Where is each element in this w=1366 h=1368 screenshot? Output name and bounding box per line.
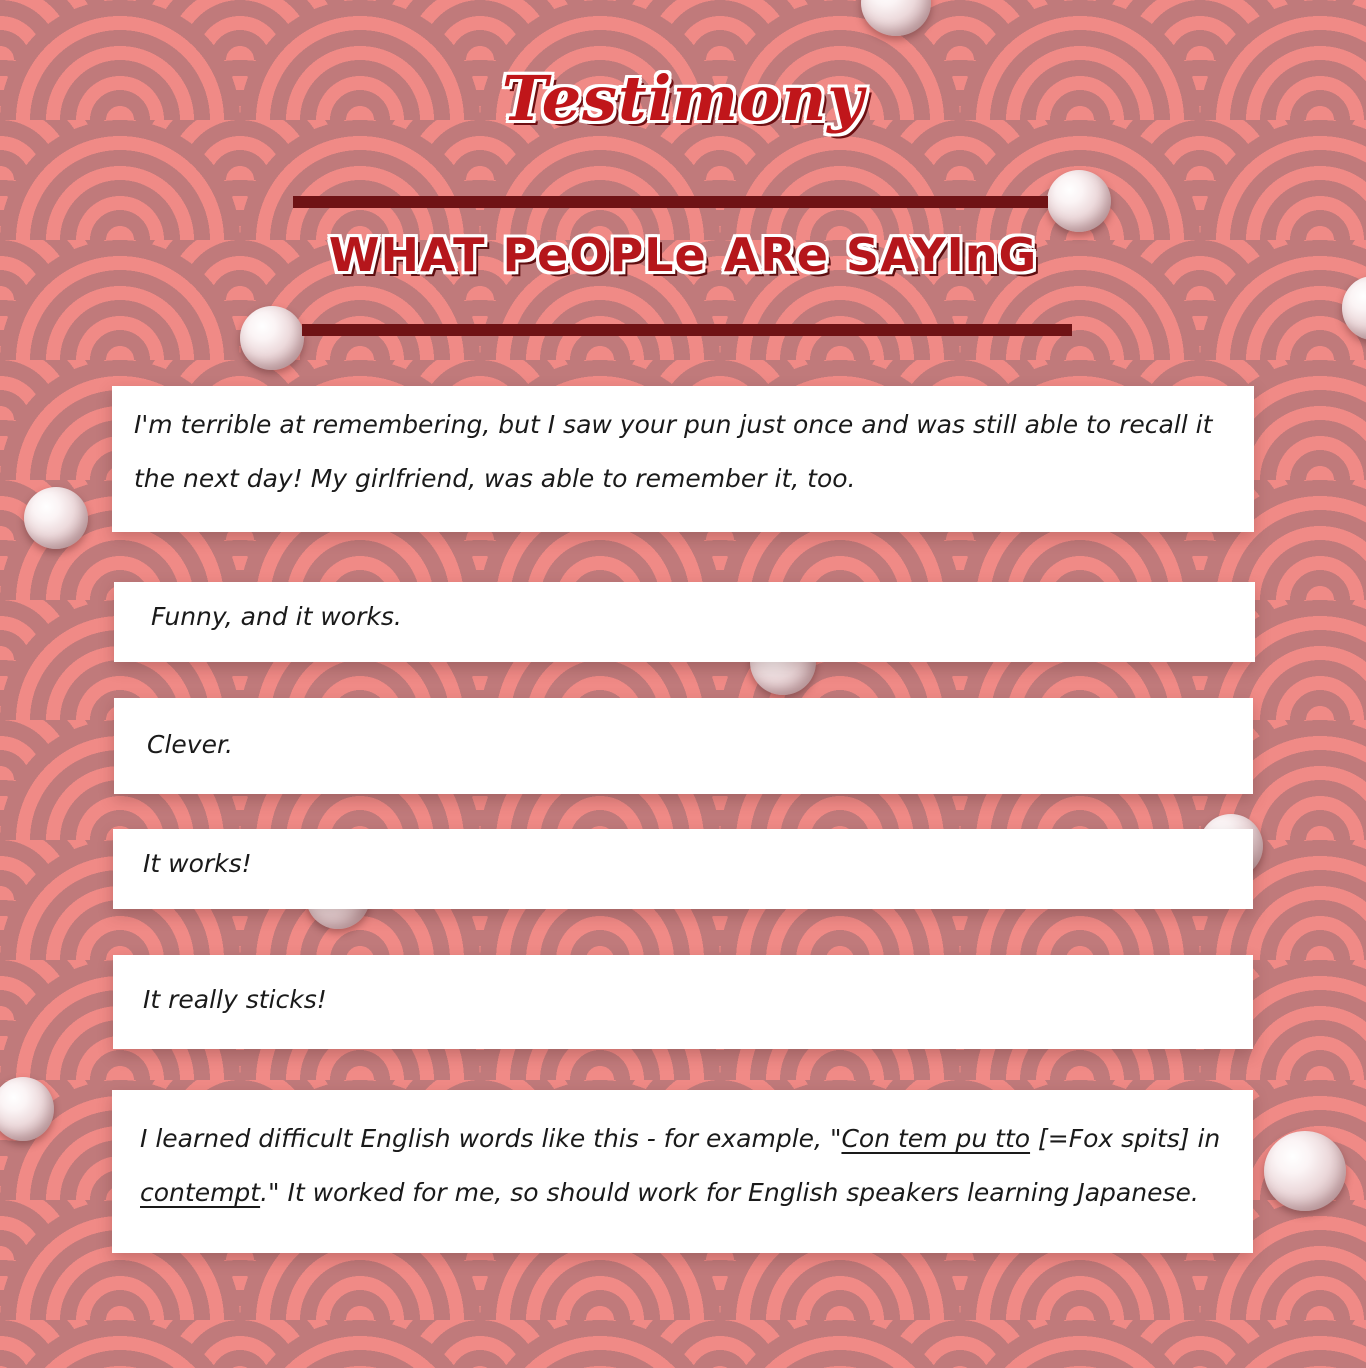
pearl-icon — [1264, 1131, 1346, 1211]
testimonial-text-line: I'm terrible at remembering, but I saw your pun just once and was still able to recall it — [134, 410, 1213, 439]
testimonial-text-mid: [=Fox spits] in — [1030, 1124, 1221, 1153]
testimonial-text: It works! — [143, 849, 252, 878]
testimonial-text-line: the next day! My girlfriend, was able to remember it, too. — [134, 464, 856, 493]
testimonial-text: Funny, and it works. — [151, 602, 402, 631]
page-title: Testimony — [501, 62, 865, 135]
pearl-icon — [240, 306, 304, 370]
pearl-icon — [1047, 170, 1111, 232]
vocab-word: contempt — [140, 1178, 261, 1207]
title-divider-top — [293, 196, 1048, 208]
pun-phrase: Con tem pu tto — [841, 1124, 1031, 1153]
testimonial-card — [112, 386, 1254, 532]
testimonial-text: It really sticks! — [143, 985, 327, 1014]
testimonial-text-line — [140, 1166, 1233, 1220]
pearl-icon — [0, 1077, 54, 1141]
testimonial-card — [112, 1090, 1253, 1253]
section-heading: WHAT PeOPLe ARe SAYInG — [328, 228, 1038, 282]
testimonial-card — [113, 829, 1253, 909]
title-divider-bottom — [302, 324, 1072, 336]
testimonial-card — [113, 955, 1253, 1049]
testimonial-text: Clever. — [147, 730, 233, 759]
testimonial-card — [114, 698, 1253, 794]
pearl-icon — [861, 0, 931, 36]
testimonial-text-prefix: I learned difficult English words like this - for example, " — [140, 1124, 842, 1153]
testimonial-text-line — [140, 1112, 1233, 1166]
pearl-icon — [24, 487, 88, 549]
testimonial-text-suffix: ." It worked for me, so should work for English speakers learning Japanese. — [260, 1178, 1199, 1207]
testimonial-card — [114, 582, 1255, 662]
pearl-icon — [1342, 276, 1366, 340]
